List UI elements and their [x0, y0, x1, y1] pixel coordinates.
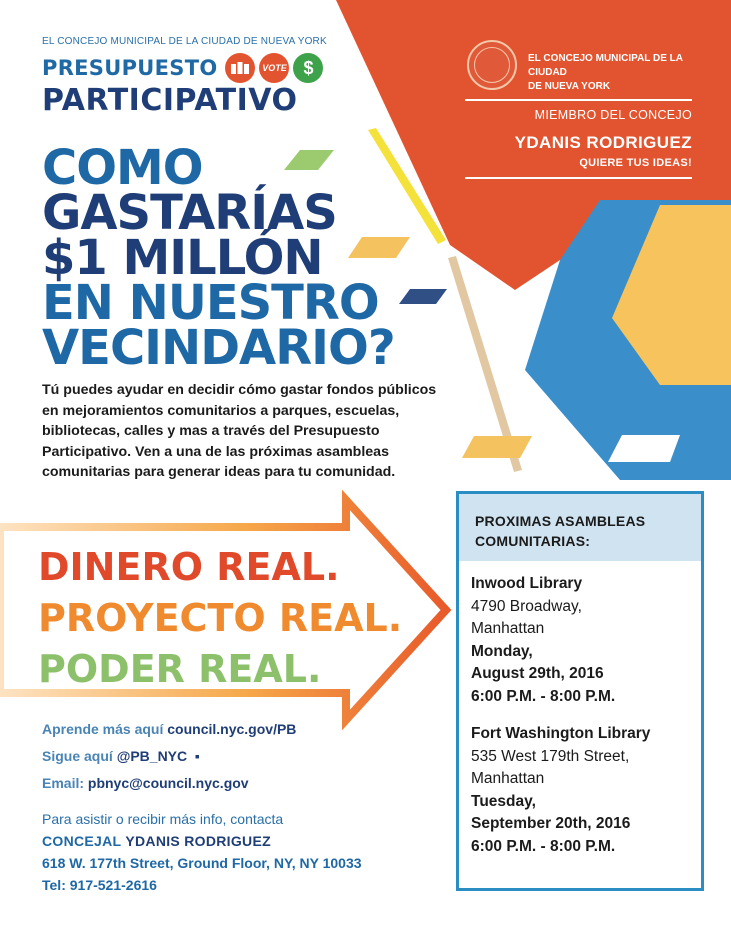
event-time: 6:00 P.M. - 8:00 P.M.: [471, 687, 616, 705]
pb-icons: [225, 53, 327, 83]
contact-block: [42, 808, 362, 896]
list-item: [471, 573, 691, 708]
divider: [465, 177, 692, 179]
venue-address: 535 West 179th Street,: [471, 747, 630, 765]
assemblies-list: [459, 561, 701, 858]
website-link[interactable]: council.nyc.gov/PB: [167, 721, 297, 737]
assemblies-title: PROXIMAS ASAMBLEAS COMUNITARIAS:: [459, 494, 701, 561]
headline-line: GASTARÍAS: [42, 185, 337, 241]
intro-paragraph: Tú puedes ayudar en decidir cómo gastar fondos públicos en mejoramientos comunitarios a parques, escuelas, bibliotecas, calles y mas a través del Presupuesto Participativo. Ven a una de las próximas asambleas comunitarias para generar ideas para tu comunidad.: [42, 382, 437, 480]
pb-logo-block: [42, 36, 342, 118]
council-line: EL CONCEJO MUNICIPAL DE LA CIUDAD DE NUEVA YORK: [42, 36, 327, 47]
vote-icon: VOTE: [259, 53, 289, 83]
headline-line: $1 MILLÓN: [42, 230, 323, 286]
email-line: Email: pbnyc@council.nyc.gov: [42, 775, 249, 791]
twitter-handle-link[interactable]: @PB_NYC: [116, 748, 188, 764]
headline: [42, 140, 462, 376]
learn-more-line: Aprende más aquí council.nyc.gov/PB: [42, 721, 297, 737]
venue-borough: Manhattan: [471, 620, 545, 637]
event-day: Tuesday,: [471, 792, 536, 810]
contact-address: 618 W. 177th Street, Ground Floor, NY, NY 10033: [42, 855, 362, 871]
contact-intro: Para asistir o recibir más info, contacta: [42, 811, 284, 827]
event-day: Monday,: [471, 642, 533, 660]
event-date: August 29th, 2016: [471, 665, 604, 682]
people-icon: [225, 53, 255, 83]
contact-name-line: CONCEJAL YDANIS RODRIGUEZ: [42, 833, 271, 849]
member-tagline: QUIERE TUS IDEAS!: [579, 157, 692, 169]
council-name: EL CONCEJO MUNICIPAL DE LA CIUDAD DE NUEVA YORK: [528, 53, 683, 92]
contact-phone: Tel: 917-521-2616: [42, 877, 157, 893]
pb-word-participativo: PARTICIPATIVO: [42, 83, 298, 118]
venue-address: 4790 Broadway,: [471, 597, 582, 615]
dollar-icon: $: [293, 53, 323, 83]
venue-name: Inwood Library: [471, 575, 583, 592]
event-time: 6:00 P.M. - 8:00 P.M.: [471, 837, 616, 855]
slogan-dinero: DINERO REAL.: [38, 545, 340, 589]
slogan-proyecto: PROYECTO REAL.: [38, 596, 403, 640]
assemblies-box: [456, 491, 704, 891]
city-seal-icon: [467, 40, 517, 90]
bullet-icon: ▪: [191, 748, 200, 764]
pb-row: [42, 53, 342, 83]
headline-line: EN NUESTRO: [42, 275, 379, 331]
links-block: [42, 716, 296, 797]
slogan-poder: PODER REAL.: [38, 647, 322, 691]
headline-line: VECINDARIO?: [42, 320, 395, 376]
follow-line: Sigue aquí @PB_NYC ▪: [42, 748, 200, 764]
divider: [465, 99, 692, 101]
venue-borough: Manhattan: [471, 770, 545, 787]
list-item: [471, 723, 691, 858]
event-date: September 20th, 2016: [471, 815, 631, 832]
pb-word-presupuesto: PRESUPUESTO: [42, 56, 218, 80]
email-link[interactable]: pbnyc@council.nyc.gov: [87, 775, 249, 791]
member-name: YDANIS RODRIGUEZ: [514, 133, 692, 152]
member-title: MIEMBRO DEL CONCEJO: [534, 108, 692, 122]
headline-line: COMO: [42, 140, 203, 196]
slogans: [38, 542, 402, 695]
venue-name: Fort Washington Library: [471, 725, 651, 742]
